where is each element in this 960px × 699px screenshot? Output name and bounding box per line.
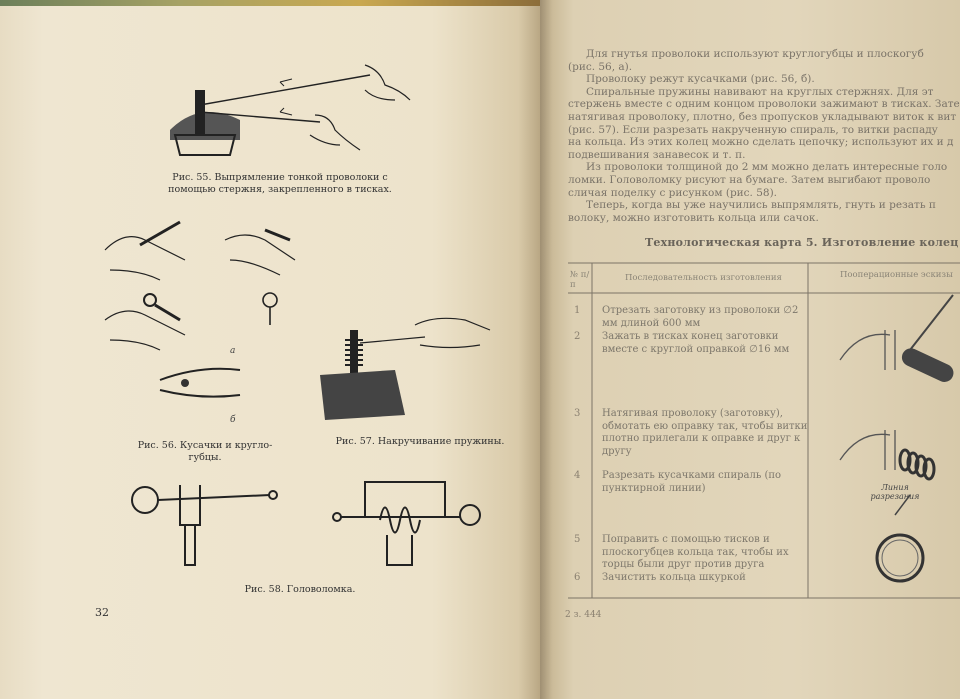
paragraph-line: стержень вместе с одним концом проволоки зажимают в тисках. Зате: [568, 98, 960, 111]
sketch-clamp-mandrel: [835, 290, 960, 400]
footer-mark: 2 з. 444: [565, 610, 602, 620]
paragraph-line: подвешивания занавесок и т. п.: [568, 148, 746, 161]
fig57-caption: Рис. 57. Накручивание пружины.: [335, 436, 505, 447]
paragraph-line: Теперь, когда вы уже научились выпрямлять, гнуть и резать п: [586, 199, 936, 212]
row-num: 4: [574, 470, 581, 481]
row-text: Зажать в тисках конец заготовки вместе с круглой оправкой ∅16 мм: [602, 331, 790, 355]
paragraph-line: (рис. 56, а).: [568, 60, 633, 73]
row-num: 3: [574, 408, 581, 419]
fig57-illustration: [315, 315, 495, 425]
paragraph-line: сличая поделку с рисунком (рис. 58).: [568, 186, 778, 199]
header-sketches: Пооперационные эскизы: [840, 270, 953, 280]
header-sequence: Последовательность изготовления: [625, 273, 782, 283]
paragraph-line: ломки. Головоломку рисуют на бумаге. Затем выгибают проволо: [568, 173, 931, 186]
paragraph-line: Спиральные пружины навивают на круглых стержнях. Для эт: [586, 85, 934, 98]
fig56-label-a: а: [230, 346, 236, 356]
header-num: № п/п: [570, 270, 590, 290]
fig58-illustration: [125, 475, 495, 575]
row-text: Натягивая проволоку (заготовку), обмотать ею оправку так, чтобы витки плотно прилегали к оправке и друг к другу: [602, 408, 808, 457]
body-text: [568, 48, 960, 224]
row-text: Разрезать кусачками спираль (по пунктирной линии): [602, 470, 782, 494]
page-number: 32: [95, 606, 109, 619]
paragraph-line: волоку, можно изготовить кольца или сачок.: [568, 211, 819, 224]
paragraph-line: на кольца. Из этих колец можно сделать цепочку; используют их и д: [568, 136, 954, 149]
paragraph-line: (рис. 57). Если разрезать накрученную спираль, то витки распаду: [568, 123, 938, 136]
row-num: 5: [574, 534, 581, 545]
sketch-ring: [865, 530, 935, 590]
row-num: 2: [574, 331, 581, 342]
sketch-label: Линия разрезания: [870, 483, 920, 501]
paragraph-line: Из проволоки толщиной до 2 мм можно делать интересные голо: [586, 161, 948, 174]
book-cover-edge: [0, 0, 540, 6]
fig55-illustration: [160, 60, 420, 170]
row-text: Отрезать заготовку из проволоки ∅2 мм длиной 600 мм: [602, 305, 799, 329]
fig56-label-b: б: [230, 415, 236, 425]
table-title: Технологическая карта 5. Изготовление колец: [645, 236, 959, 249]
sketch-coil: [835, 410, 960, 520]
fig58-caption: Рис. 58. Головоломка.: [244, 584, 356, 595]
row-text: Поправить с помощью тисков и плоскогубцев кольца так, чтобы их торцы были друг против друга: [602, 534, 789, 570]
paragraph-line: натягивая проволоку, плотно, без пропусков укладывают виток к вит: [568, 110, 957, 123]
row-num: 6: [574, 572, 581, 583]
paragraph-line: Для гнутья проволоки используют круглогубцы и плоскогуб: [586, 48, 924, 60]
fig55-caption: Рис. 55. Выпрямление тонкой проволоки с помощью стержня, закрепленного в тисках.: [168, 172, 392, 195]
fig56-caption: Рис. 56. Кусачки и кругло-губцы.: [137, 440, 273, 463]
right-page: [540, 0, 960, 699]
paragraph-line: Проволоку режут кусачками (рис. 56, б).: [586, 73, 815, 86]
row-num: 1: [574, 305, 581, 316]
row-text: Зачистить кольца шкуркой: [602, 572, 746, 583]
fig56-illustration: [100, 210, 340, 410]
